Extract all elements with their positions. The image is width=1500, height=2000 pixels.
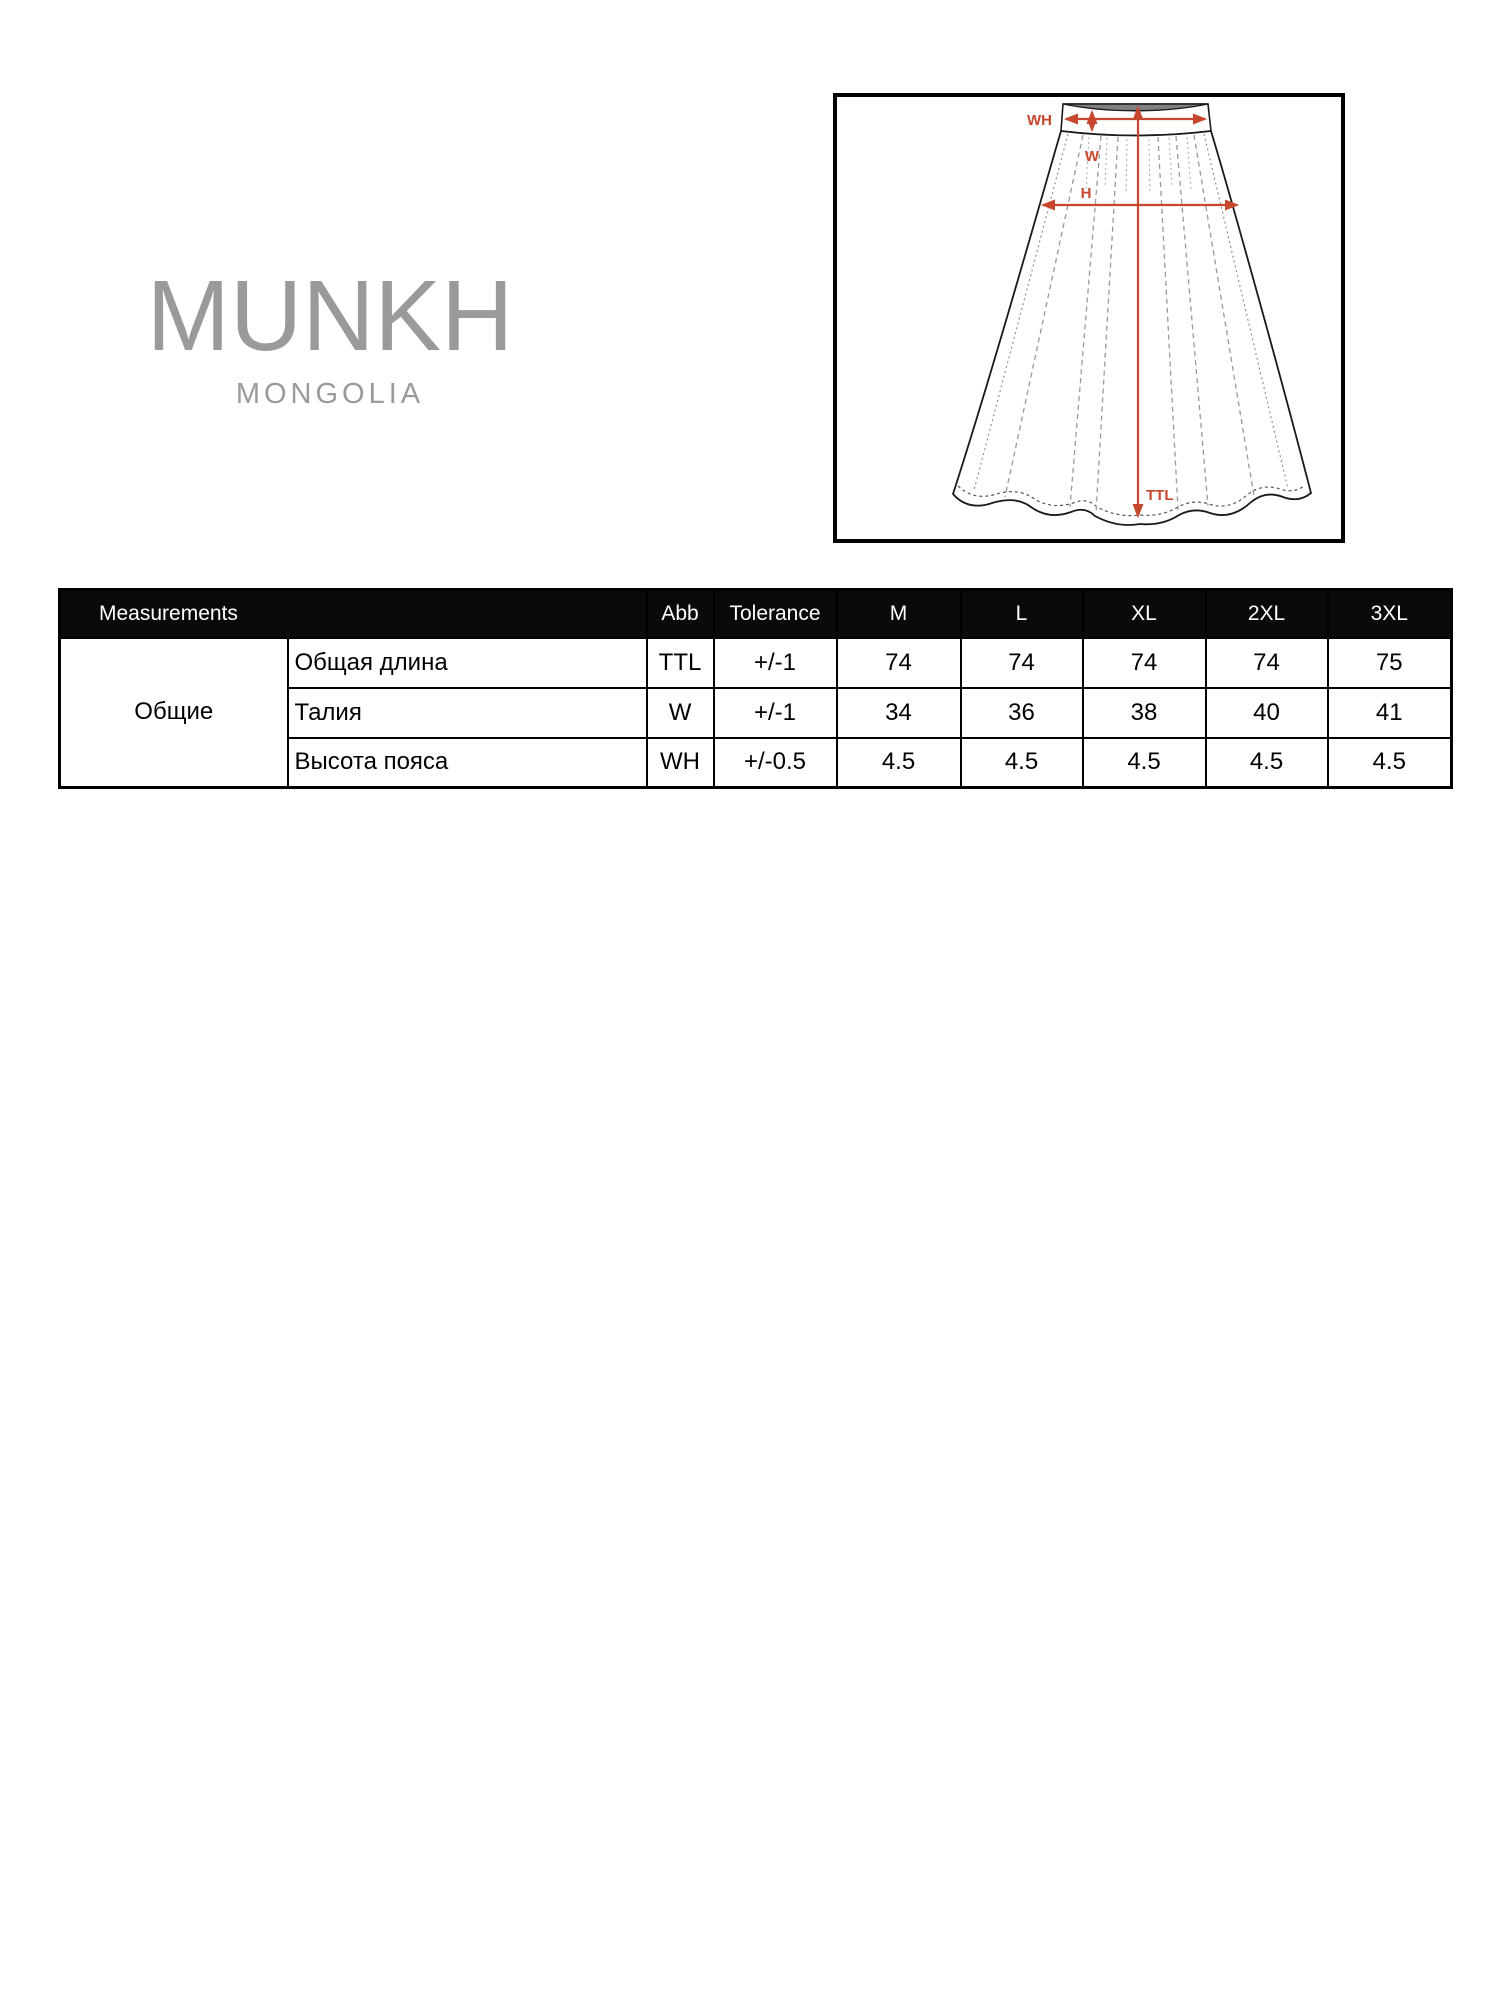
col-header-tolerance: Tolerance [714, 590, 837, 638]
value-cell: 74 [1083, 638, 1206, 688]
value-cell: 34 [837, 688, 961, 738]
value-cell: 36 [961, 688, 1083, 738]
skirt-body [953, 131, 1311, 525]
value-cell: 74 [1206, 638, 1328, 688]
value-cell: 4.5 [1206, 738, 1328, 788]
measurement-name-cell: Высота пояса [288, 738, 647, 788]
diagram-label-h: H [1080, 185, 1092, 202]
value-cell: 75 [1328, 638, 1452, 688]
abb-cell: WH [647, 738, 714, 788]
abb-cell: TTL [647, 638, 714, 688]
col-header-size-2xl: 2XL [1206, 590, 1328, 638]
col-header-size-l: L [961, 590, 1083, 638]
value-cell: 4.5 [961, 738, 1083, 788]
diagram-label-ttl: TTL [1146, 487, 1174, 504]
skirt-sketch [837, 97, 1341, 539]
col-header-size-3xl: 3XL [1328, 590, 1452, 638]
diagram-label-wh: WH [1027, 112, 1052, 129]
group-label-cell: Общие [60, 638, 288, 788]
col-header-size-xl: XL [1083, 590, 1206, 638]
value-cell: 4.5 [1083, 738, 1206, 788]
value-cell: 74 [837, 638, 961, 688]
tolerance-cell: +/-1 [714, 638, 837, 688]
value-cell: 4.5 [1328, 738, 1452, 788]
col-header-measurements: Measurements [60, 590, 647, 638]
value-cell: 38 [1083, 688, 1206, 738]
table-header-row [60, 590, 1452, 638]
brand-logo: MUNKH [146, 260, 514, 372]
brand-subtitle: MONGOLIA [235, 378, 425, 410]
value-cell: 40 [1206, 688, 1328, 738]
value-cell: 74 [961, 638, 1083, 688]
tolerance-cell: +/-1 [714, 688, 837, 738]
value-cell: 41 [1328, 688, 1452, 738]
abb-cell: W [647, 688, 714, 738]
table-row [60, 638, 1452, 688]
skirt-diagram-box [833, 93, 1345, 543]
measurements-table [58, 588, 1453, 789]
col-header-size-m: M [837, 590, 961, 638]
value-cell: 4.5 [837, 738, 961, 788]
measurement-name-cell: Талия [288, 688, 647, 738]
measurement-name-cell: Общая длина [288, 638, 647, 688]
diagram-label-w: W [1084, 148, 1100, 165]
col-header-abb: Abb [647, 590, 714, 638]
tolerance-cell: +/-0.5 [714, 738, 837, 788]
